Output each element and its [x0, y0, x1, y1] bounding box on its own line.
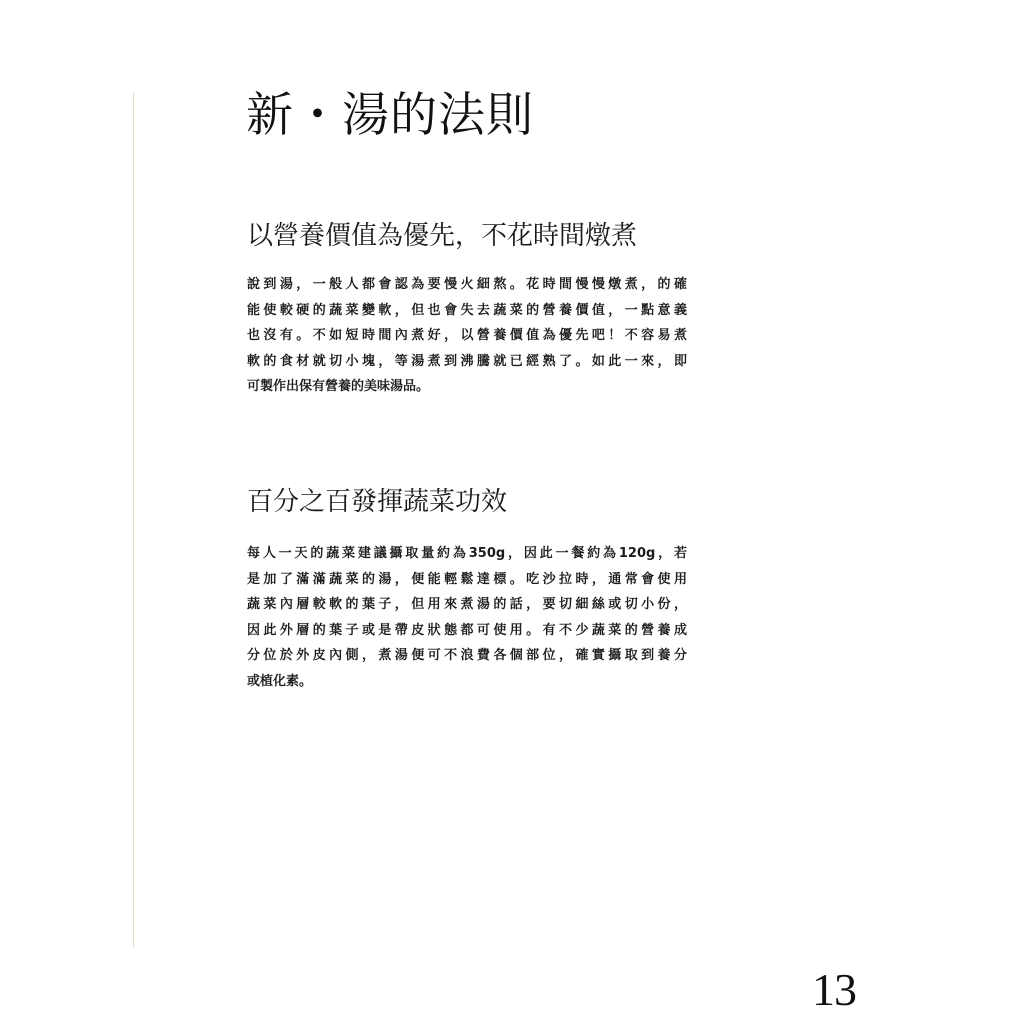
paragraph-line: 也沒有。不如短時間內煮好，以營養價值為優先吧！不容易煮	[247, 328, 687, 343]
section-heading-nutrition-first: 以營養價值為優先，不花時間燉煮	[247, 221, 638, 251]
paragraph-line: 說到湯，一般人都會認為要慢火細熬。花時間慢慢燉煮，的確	[247, 277, 687, 292]
section-heading-vegetable-benefits: 百分之百發揮蔬菜功效	[247, 487, 508, 517]
page-title: 新・湯的法則	[246, 88, 534, 143]
paragraph-line: 蔬菜內層較軟的葉子，但用來煮湯的話，要切細絲或切小份，	[247, 597, 687, 612]
paragraph-line: 或植化素。	[247, 673, 313, 689]
section-body-nutrition-first	[247, 272, 687, 400]
page-margin-rule	[133, 92, 134, 948]
section-body-vegetable-benefits	[247, 541, 687, 694]
paragraph-line: 可製作出保有營養的美味湯品。	[247, 379, 430, 394]
paragraph-line: 每人一天的蔬菜建議攝取量約為350g，因此一餐約為120g，若	[247, 546, 687, 561]
paragraph-line: 分位於外皮內側，煮湯便可不浪費各個部位，確實攝取到養分	[247, 648, 687, 663]
paragraph-line: 因此外層的葉子或是帶皮狀態都可使用。有不少蔬菜的營養成	[247, 622, 687, 638]
paragraph-line: 能使較硬的蔬菜變軟，但也會失去蔬菜的營養價值，一點意義	[247, 302, 687, 318]
paragraph-line: 軟的食材就切小塊，等湯煮到沸騰就已經熟了。如此一來，即	[247, 353, 687, 369]
paragraph-line: 是加了滿滿蔬菜的湯，便能輕鬆達標。吃沙拉時，通常會使用	[247, 571, 687, 587]
page-number: 13	[812, 964, 856, 1015]
